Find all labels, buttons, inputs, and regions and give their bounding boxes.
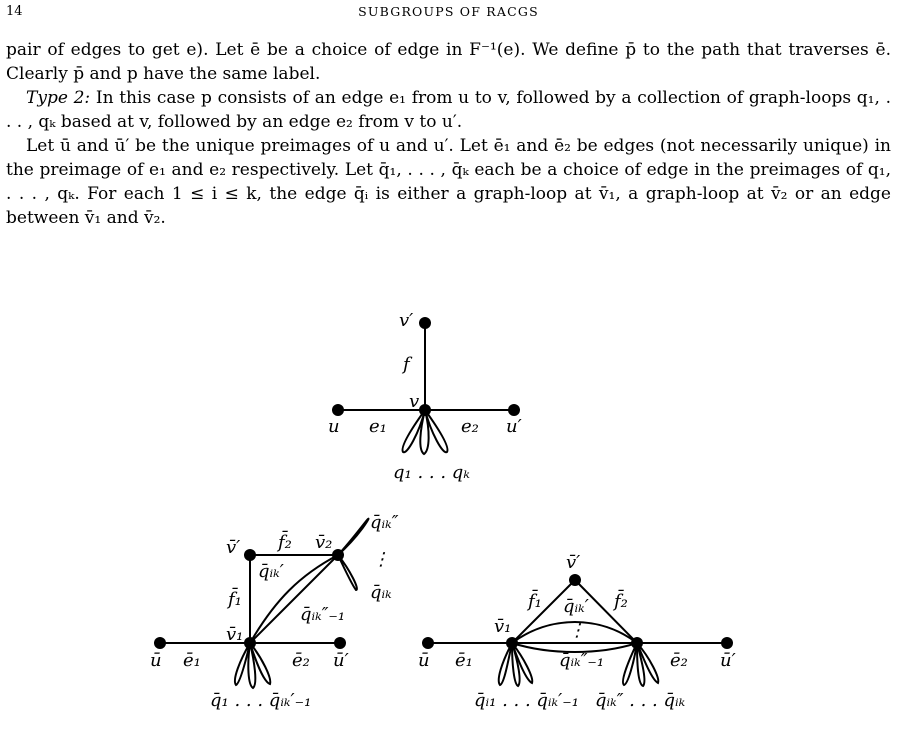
label-loops-right: q̄ᵢₖ″ . . . q̄ᵢₖ — [595, 690, 686, 711]
label-e1: e₁ — [369, 416, 387, 437]
label-e1: ē₁ — [183, 650, 201, 671]
label-f: f — [403, 354, 410, 375]
label-q-low: q̄ᵢₖ″₋₁ — [300, 604, 346, 625]
label-f2: f̄₂ — [614, 591, 628, 612]
top-graph — [338, 323, 514, 454]
label-v1: v̄₁ — [494, 616, 512, 637]
label-e2: ē₂ — [670, 650, 688, 671]
vertex-u-bar — [154, 637, 166, 649]
label-v: v — [409, 391, 420, 412]
label-q-ik: q̄ᵢₖ — [370, 582, 392, 603]
label-q-mid: q̄ᵢₖ′ — [258, 561, 284, 582]
label-q-top: q̄ᵢₖ″ — [370, 512, 399, 533]
loop-l1 — [499, 643, 512, 685]
type-2-label: Type 2: — [26, 88, 91, 108]
label-u: ū — [150, 650, 162, 671]
label-v2: v̄₂ — [315, 532, 333, 553]
label-e2: e₂ — [461, 416, 479, 437]
label-dots: ⋮ — [568, 620, 586, 641]
label-loops: q̄₁ . . . q̄ᵢₖ′₋₁ — [210, 690, 312, 711]
vertex-u — [332, 404, 344, 416]
vertex-v-prime-bar — [569, 574, 581, 586]
vertex-v2-bar — [332, 549, 344, 561]
vertex-u-prime — [508, 404, 520, 416]
vertex-v — [419, 404, 431, 416]
loop-top — [338, 519, 368, 555]
loop-r3 — [637, 643, 658, 683]
label-u-prime: ū′ — [333, 650, 349, 671]
vertex-v1-bar — [244, 637, 256, 649]
paragraph-1: pair of edges to get e). Let ē be a choice of edge in F⁻¹(e). We define p̄ to the path that traverses ē. Clearly p̄ and p have the same label. — [6, 40, 891, 84]
vertex-v2-bar — [631, 637, 643, 649]
paragraph-2-text: In this case p consists of an edge e₁ from u to v, followed by a collection of graph-loops q₁, . . . , qₖ based at v, followed by an edge e₂ from v to u′. — [6, 88, 891, 132]
paragraph-3: Let ū and ū′ be the unique preimages of u and u′. Let ē₁ and ē₂ be edges (not necessarily unique) in the preimage of e₁ and e₂ respectively. Let q̄₁, . . . , q̄ₖ each be a choice of edge in the preimages of q₁, . . . , qₖ. For each 1 ≤ i ≤ k, the edge q̄ᵢ is either a graph-loop at v̄₁, a graph-loop at v̄₂ or an edge between v̄₁ and v̄₂. — [6, 136, 891, 228]
running-title: SUBGROUPS OF RACGS — [358, 4, 539, 19]
vertex-v-prime — [419, 317, 431, 329]
vertex-v-prime-bar — [244, 549, 256, 561]
label-e1: ē₁ — [455, 650, 473, 671]
label-u: u — [328, 416, 340, 437]
label-dots: ⋮ — [372, 549, 390, 570]
page-number: 14 — [6, 4, 23, 19]
label-u: ū — [418, 650, 430, 671]
vertex-v1-bar — [506, 637, 518, 649]
label-loops-left: q̄ᵢ₁ . . . q̄ᵢₖ′₋₁ — [474, 690, 579, 711]
vertex-u-prime-bar — [334, 637, 346, 649]
label-q-low: q̄ᵢₖ″₋₁ — [559, 650, 605, 671]
vertex-u-prime-bar — [721, 637, 733, 649]
label-f2: f̄₂ — [278, 532, 292, 553]
label-u-prime: u′ — [506, 416, 522, 437]
label-v1: v̄₁ — [226, 624, 244, 645]
label-q-top: q̄ᵢₖ′ — [563, 596, 589, 617]
label-f1: f̄₁ — [528, 591, 542, 612]
label-v-prime: v̄′ — [226, 537, 241, 558]
vertex-u-bar — [422, 637, 434, 649]
label-v-prime: v̄′ — [566, 552, 581, 573]
loop-r1 — [623, 643, 637, 685]
label-loops: q₁ . . . qₖ — [393, 462, 470, 483]
label-u-prime: ū′ — [720, 650, 736, 671]
label-v-prime: v′ — [399, 310, 414, 331]
label-e2: ē₂ — [292, 650, 310, 671]
label-f1: f̄₁ — [228, 589, 242, 610]
